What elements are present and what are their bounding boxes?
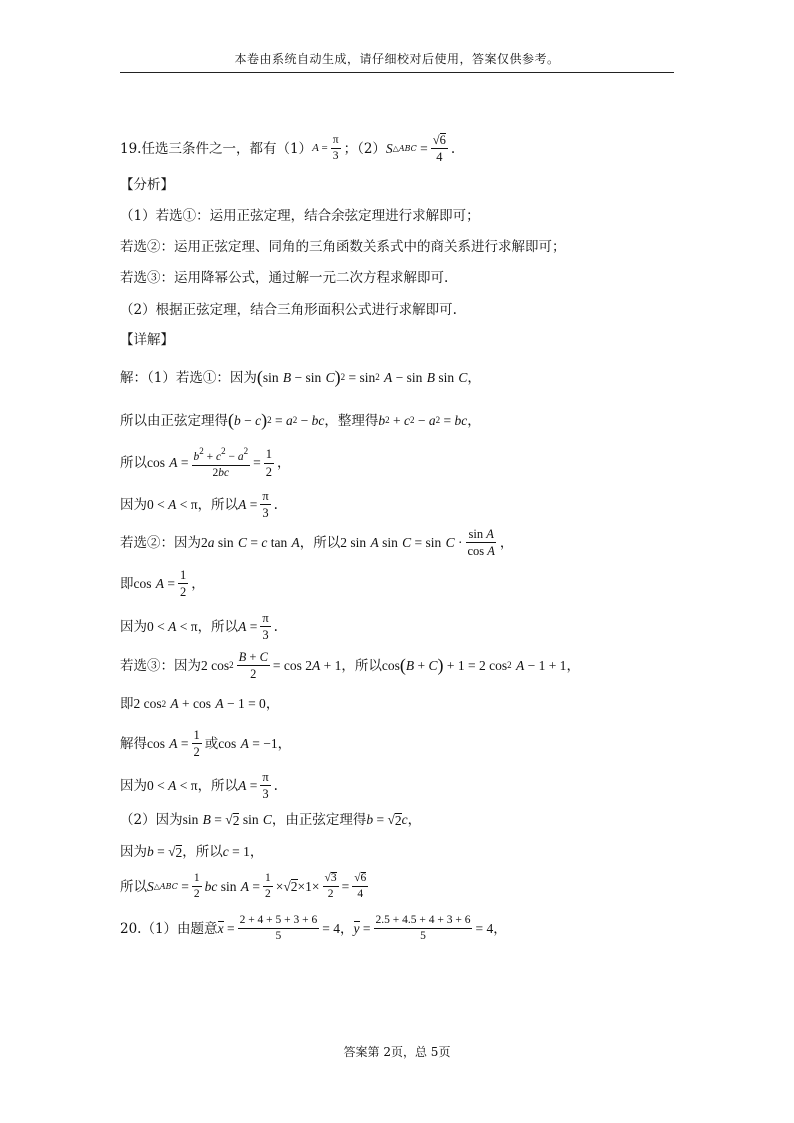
q20-line: 20.（1）由题意 x = $\frac{2 + 4 + 5 + 3 + 6}{5}$ = 4 ， y = $\frac{2.5 + 4.5 + 4 + 3 + 6}{5}$ = 4 ， [120,914,507,943]
solution-line-7: 因为 0 < A < π ，所以 A = $\frac{\pi}{3}$ . [120,611,278,643]
solution-line-2: 所以由正弦定理得 ( b − c ) 2 = a 2 − bc ，整理得 b 2 + c 2 − a 2 = bc ， [120,410,481,430]
analysis-line-1: （1）若选①：运用正弦定理，结合余弦定理进行求解即可； [120,208,480,224]
solution-line-14: 所以 S △ABC = $\frac{1}{2}$ bc sin A = $\frac{1}{2}$ ×√ 2 ×1× $\frac{√3}{2}$ = $\frac{√6}{4}$ [120,872,367,901]
analysis-line-3: 若选③：运用降幂公式，通过解一元二次方程求解即可. [120,270,449,286]
analysis-heading: 【分析】 [120,177,174,193]
solution-line-13: 因为 b = √ 2 ，所以 c = 1 ， [120,844,264,860]
solution-line-4: 因为 0 < A < π ，所以 A = $\frac{\pi}{3}$ . [120,489,278,521]
detail-heading: 【详解】 [120,332,174,348]
solution-line-10: 解得 cos A = $\frac{1}{2}$ 或 cos A = −1 ， [120,728,292,760]
analysis-line-4: （2）根据正弦定理，结合三角形面积公式进行求解即可. [120,302,457,318]
q19-end: . [450,140,456,157]
solution-line-8: 若选③：因为 2 cos 2 $\frac{B + C}{2}$ = cos 2 A + 1 ，所以 cos ( B + C ) + 1 = 2 cos 2 A − 1 + 1 ， [120,650,580,682]
solution-line-11: 因为 0 < A < π ，所以 A = $\frac{\pi}{3}$ . [120,770,278,802]
q19-mid: ；（2） [343,140,386,157]
solution-line-12: （2）因为 sin B = √ 2 sin C ，由正弦定理得 b = √ 2 c ， [120,812,422,828]
page-header: 本卷由系统自动生成，请仔细校对后使用，答案仅供参考。 [234,52,560,66]
solution-line-3: 所以 cos A = $\frac{b^2 + c^2 - a^2}{2bc}$ = $\frac{1}{2}$ ， [120,446,291,480]
solution-line-1: 解：（1）若选①：因为 ( sin B − sin C ) 2 = sin 2 A − sin B sin C ， [120,367,481,387]
header-rule [120,72,674,73]
q19-intro: 19.任选三条件之一，都有（1） [120,140,313,157]
solution-line-9: 即 2 cos 2 A + cos A − 1 = 0 ， [120,696,280,712]
solution-line-5: 若选②：因为 2 a sin C = c tan A ，所以 2 sin A sin C = sin C · $\frac{\text{sin A}}{\text{cos A}}$ ， [120,527,514,559]
solution-line-6: 即 cos A = $\frac{1}{2}$ ， [120,568,205,600]
page-footer: 答案第 2页，总 5页 [343,1045,451,1059]
analysis-line-2: 若选②：运用正弦定理、同角的三角函数关系式中的商关系进行求解即可； [120,239,566,255]
q19-line: 19.任选三条件之一，都有（1） A = $\frac{\pi}{3}$ ；（2） S △ABC = $\frac{√6}{4}$ . [120,133,456,165]
